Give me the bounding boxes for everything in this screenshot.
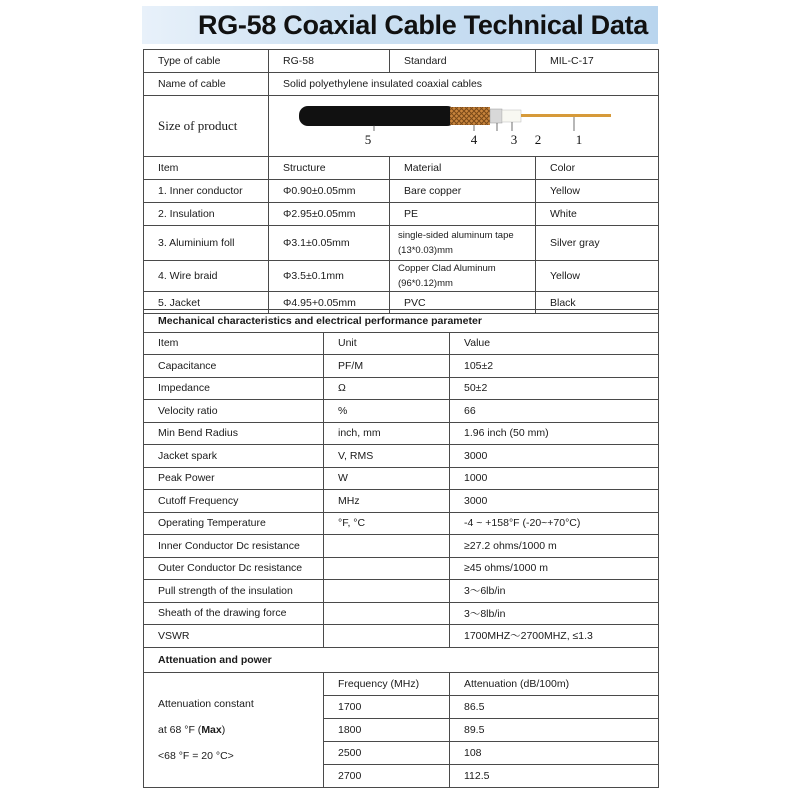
cell: Φ3.1±0.05mm [269, 226, 390, 261]
section-header-row [144, 310, 659, 333]
label-3: 3 [510, 132, 518, 147]
label-1: 1 [575, 132, 583, 147]
cell: 1.96 inch (50 mm) [450, 422, 659, 445]
cell [324, 625, 450, 648]
label-bold: Max [201, 724, 222, 736]
label-5: 5 [364, 132, 372, 147]
attenuation-header-row [144, 673, 659, 696]
cable-image-cell [269, 96, 659, 157]
section-title: Mechanical characteristics and electrical performance parameter [144, 310, 659, 333]
label-4: 4 [470, 132, 478, 147]
cell: Operating Temperature [144, 512, 324, 535]
attenuation-table [143, 647, 659, 788]
table-row [144, 261, 659, 292]
cell: 3～8lb/in [450, 602, 659, 625]
standard-label: Standard [390, 50, 536, 73]
table-row [144, 490, 659, 513]
col-header: Material [390, 157, 536, 180]
cell: ≥27.2 ohms/1000 m [450, 535, 659, 558]
conductor-shape [521, 114, 611, 117]
cell: 108 [450, 742, 659, 765]
cell: 2700 [324, 765, 450, 788]
table-row [144, 226, 659, 261]
table-row [144, 422, 659, 445]
cell: 1700MHZ～2700MHZ, ≤1.3 [450, 625, 659, 648]
mechanical-table [143, 309, 659, 648]
cell: Jacket spark [144, 445, 324, 468]
cell: 3～6lb/in [450, 580, 659, 603]
mechanical-header-row [144, 332, 659, 355]
cell: Velocity ratio [144, 400, 324, 423]
cell: Black [536, 292, 659, 314]
col-header: Value [450, 332, 659, 355]
cell: Pull strength of the insulation [144, 580, 324, 603]
cell: Bare copper [390, 180, 536, 203]
cell: % [324, 400, 450, 423]
col-header: Attenuation (dB/100m) [450, 673, 659, 696]
cell: -4 ~ +158°F (-20~+70°C) [450, 512, 659, 535]
cell: °F, °C [324, 512, 450, 535]
col-header: Unit [324, 332, 450, 355]
cell: 3. Aluminium foll [144, 226, 269, 261]
table-row [144, 445, 659, 468]
cell: Copper Clad Aluminum (96*0.12)mm [390, 261, 536, 292]
cell: 1. Inner conductor [144, 180, 269, 203]
cell: Φ4.95+0.05mm [269, 292, 390, 314]
cell: ≥45 ohms/1000 m [450, 557, 659, 580]
cell: PVC [390, 292, 536, 314]
size-row [144, 96, 659, 157]
cell: 1700 [324, 696, 450, 719]
section-header-row [144, 648, 659, 673]
cell: 5. Jacket [144, 292, 269, 314]
title-banner [142, 6, 658, 44]
cell [324, 602, 450, 625]
section-title: Attenuation and power [144, 648, 659, 673]
table-row [144, 203, 659, 226]
cell: VSWR [144, 625, 324, 648]
name-label: Name of cable [144, 73, 269, 96]
col-header: Item [144, 157, 269, 180]
cell: 1000 [450, 467, 659, 490]
table-row [144, 467, 659, 490]
cell: V, RMS [324, 445, 450, 468]
cell: 4. Wire braid [144, 261, 269, 292]
table-row [144, 602, 659, 625]
structure-header-row [144, 157, 659, 180]
table-row [144, 355, 659, 378]
col-header: Frequency (MHz) [324, 673, 450, 696]
page-title: RG-58 Coaxial Cable Technical Data [198, 9, 648, 40]
type-row [144, 50, 659, 73]
table-row [144, 512, 659, 535]
cell: single-sided aluminum tape (13*0.03)mm [390, 226, 536, 261]
name-row [144, 73, 659, 96]
attenuation-label-line1: Attenuation constant [158, 698, 254, 710]
attenuation-label-line3: <68 °F = 20 °C> [158, 750, 234, 762]
col-header: Color [536, 157, 659, 180]
cell: PE [390, 203, 536, 226]
cell [324, 580, 450, 603]
label-prefix: at 68 °F ( [158, 724, 202, 736]
cell: 2. Insulation [144, 203, 269, 226]
attenuation-label-line2 [158, 724, 225, 736]
cell: Φ3.5±0.1mm [269, 261, 390, 292]
cell: 66 [450, 400, 659, 423]
table-row [144, 557, 659, 580]
cell: 1800 [324, 719, 450, 742]
cell: W [324, 467, 450, 490]
cell: White [536, 203, 659, 226]
cell: Peak Power [144, 467, 324, 490]
table-row [144, 625, 659, 648]
foil-shape [490, 109, 502, 123]
cell: 112.5 [450, 765, 659, 788]
label-2: 2 [534, 132, 542, 147]
table-row [144, 580, 659, 603]
size-label: Size of product [144, 96, 269, 157]
table-row [144, 180, 659, 203]
cell: Φ2.95±0.05mm [269, 203, 390, 226]
jacket-shape [299, 106, 456, 126]
cell: Silver gray [536, 226, 659, 261]
cell: 86.5 [450, 696, 659, 719]
structure-table [143, 49, 659, 314]
table-row [144, 377, 659, 400]
cell: Impedance [144, 377, 324, 400]
type-value: RG-58 [269, 50, 390, 73]
cell: Inner Conductor Dc resistance [144, 535, 324, 558]
cell: Outer Conductor Dc resistance [144, 557, 324, 580]
type-label: Type of cable [144, 50, 269, 73]
col-header: Structure [269, 157, 390, 180]
label-suffix: ) [221, 724, 226, 736]
cell: Capacitance [144, 355, 324, 378]
cell: inch, mm [324, 422, 450, 445]
cell: 89.5 [450, 719, 659, 742]
standard-value: MIL-C-17 [536, 50, 659, 73]
insulation-shape [502, 110, 521, 122]
braid-shape [450, 107, 490, 125]
cell: 3000 [450, 445, 659, 468]
cell: Φ0.90±0.05mm [269, 180, 390, 203]
cell [324, 557, 450, 580]
cell: Min Bend Radius [144, 422, 324, 445]
cell: MHz [324, 490, 450, 513]
cable-diagram [269, 96, 658, 153]
table-row [144, 400, 659, 423]
cell: Sheath of the drawing force [144, 602, 324, 625]
cell: Yellow [536, 180, 659, 203]
cell: 105±2 [450, 355, 659, 378]
cell: Yellow [536, 261, 659, 292]
col-header: Item [144, 332, 324, 355]
cell [324, 535, 450, 558]
cell: 3000 [450, 490, 659, 513]
attenuation-label [144, 673, 324, 788]
cell: PF/M [324, 355, 450, 378]
table-row [144, 535, 659, 558]
name-value: Solid polyethylene insulated coaxial cables [269, 73, 659, 96]
cell: 50±2 [450, 377, 659, 400]
cell: Ω [324, 377, 450, 400]
cell: 2500 [324, 742, 450, 765]
cell: Cutoff Frequency [144, 490, 324, 513]
